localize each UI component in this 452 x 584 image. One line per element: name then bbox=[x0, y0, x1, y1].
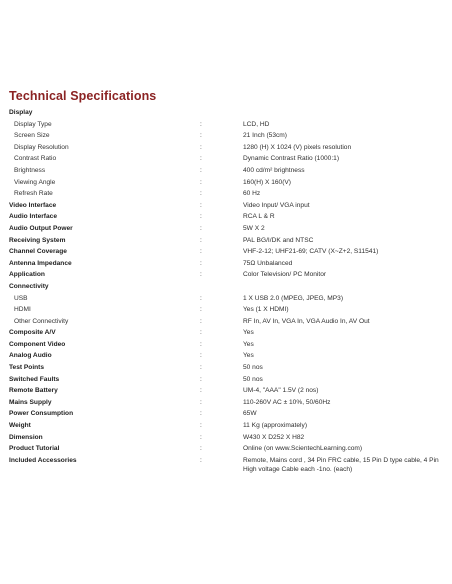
spec-row bbox=[9, 350, 449, 362]
spec-separator: : bbox=[200, 271, 202, 279]
spec-label: Display Resolution bbox=[14, 143, 69, 151]
spec-label: Receiving System bbox=[9, 236, 66, 244]
spec-value: VHF-2-12; UHF21-69; CATV (X~Z+2, S11541) bbox=[243, 248, 379, 256]
spec-value: 1280 (H) X 1024 (V) pixels resolution bbox=[243, 143, 352, 151]
spec-label: Composite A/V bbox=[9, 329, 56, 337]
spec-row bbox=[9, 177, 449, 189]
spec-label: Refresh Rate bbox=[14, 190, 53, 198]
spec-label: Connectivity bbox=[9, 282, 49, 290]
spec-label: Test Points bbox=[9, 364, 45, 372]
spec-label: Weight bbox=[9, 422, 31, 430]
spec-value: LCD, HD bbox=[243, 120, 270, 128]
spec-value: 50 nos bbox=[243, 375, 263, 383]
spec-row bbox=[9, 455, 449, 475]
spec-row bbox=[9, 397, 449, 409]
spec-row bbox=[9, 211, 449, 223]
spec-row bbox=[9, 339, 449, 351]
spec-label: Analog Audio bbox=[9, 352, 52, 360]
spec-value: Online (on www.ScientechLearning.com) bbox=[243, 445, 363, 453]
spec-label: Viewing Angle bbox=[14, 178, 56, 186]
spec-row bbox=[9, 200, 449, 212]
spec-value: 110-260V AC ± 10%, 50/60Hz bbox=[243, 398, 331, 406]
spec-value: 21 Inch (53cm) bbox=[243, 132, 287, 140]
spec-label: Application bbox=[9, 271, 45, 279]
spec-value: 5W X 2 bbox=[243, 224, 265, 232]
spec-label: Power Consumption bbox=[9, 410, 74, 418]
spec-value: 1 X USB 2.0 (MPEG, JPEG, MP3) bbox=[243, 294, 344, 302]
spec-row bbox=[9, 130, 449, 142]
spec-separator: : bbox=[200, 201, 202, 209]
spec-row bbox=[9, 165, 449, 177]
spec-row bbox=[9, 246, 449, 258]
spec-row bbox=[9, 119, 449, 131]
spec-separator: : bbox=[200, 120, 202, 128]
spec-separator: : bbox=[200, 317, 202, 325]
spec-separator: : bbox=[200, 259, 202, 267]
spec-row bbox=[9, 107, 449, 119]
spec-row bbox=[9, 258, 449, 270]
spec-value: Yes bbox=[243, 329, 254, 337]
spec-separator: : bbox=[200, 155, 202, 163]
spec-separator: : bbox=[200, 294, 202, 302]
spec-row bbox=[9, 385, 449, 397]
spec-row bbox=[9, 223, 449, 235]
spec-label: Screen Size bbox=[14, 132, 50, 140]
spec-label: HDMI bbox=[14, 306, 31, 314]
spec-value: Dynamic Contrast Ratio (1000:1) bbox=[243, 155, 340, 163]
spec-label: Mains Supply bbox=[9, 398, 52, 406]
spec-separator: : bbox=[200, 248, 202, 256]
spec-label: Remote Battery bbox=[9, 387, 58, 395]
spec-value: W430 X D252 X H82 bbox=[243, 433, 305, 441]
spec-separator: : bbox=[200, 132, 202, 140]
spec-value: Yes (1 X HDMI) bbox=[243, 306, 289, 314]
spec-separator: : bbox=[200, 364, 202, 372]
spec-separator: : bbox=[200, 329, 202, 337]
spec-label: Channel Coverage bbox=[9, 248, 67, 256]
spec-separator: : bbox=[200, 224, 202, 232]
spec-row bbox=[9, 293, 449, 305]
spec-label: Other Connectivity bbox=[14, 317, 69, 325]
spec-value: 75Ω Unbalanced bbox=[243, 259, 293, 267]
spec-value: RCA L & R bbox=[243, 213, 275, 221]
spec-row bbox=[9, 235, 449, 247]
spec-value: RF In, AV In, VGA In, VGA Audio In, AV Out bbox=[243, 317, 370, 325]
spec-label: Display bbox=[9, 109, 33, 116]
spec-separator: : bbox=[200, 190, 202, 198]
spec-label: USB bbox=[14, 294, 28, 302]
spec-separator: : bbox=[200, 213, 202, 221]
spec-row bbox=[9, 443, 449, 455]
spec-table bbox=[9, 107, 449, 475]
spec-separator: : bbox=[200, 340, 202, 348]
spec-label: Component Video bbox=[9, 340, 66, 348]
spec-separator: : bbox=[200, 166, 202, 174]
spec-value: Remote, Mains cord , 34 Pin FRC cable, 15 Pin D type cable, 4 Pin High voltage Cable each -1no. (each) bbox=[243, 456, 439, 474]
spec-value: Color Television/ PC Monitor bbox=[243, 271, 327, 279]
spec-separator: : bbox=[200, 398, 202, 406]
spec-label: Display Type bbox=[14, 120, 52, 128]
spec-value: UM-4, "AAA" 1.5V (2 nos) bbox=[243, 387, 319, 395]
spec-value: 60 Hz bbox=[243, 190, 261, 198]
spec-row bbox=[9, 142, 449, 154]
spec-row bbox=[9, 420, 449, 432]
spec-separator: : bbox=[200, 375, 202, 383]
spec-row bbox=[9, 269, 449, 281]
spec-separator: : bbox=[200, 456, 202, 464]
spec-separator: : bbox=[200, 445, 202, 453]
spec-separator: : bbox=[200, 433, 202, 441]
spec-row bbox=[9, 153, 449, 165]
spec-label: Product Tutorial bbox=[9, 445, 60, 453]
spec-separator: : bbox=[200, 422, 202, 430]
spec-value: 65W bbox=[243, 410, 257, 418]
spec-value: 50 nos bbox=[243, 364, 263, 372]
spec-value: Yes bbox=[243, 340, 254, 348]
spec-separator: : bbox=[200, 143, 202, 151]
spec-value: Yes bbox=[243, 352, 254, 360]
spec-separator: : bbox=[200, 410, 202, 418]
spec-value: Video Input/ VGA input bbox=[243, 201, 310, 209]
spec-row bbox=[9, 408, 449, 420]
spec-label: Switched Faults bbox=[9, 375, 60, 383]
spec-value: 11 Kg (approximately) bbox=[243, 422, 308, 430]
spec-separator: : bbox=[200, 387, 202, 395]
spec-separator: : bbox=[200, 352, 202, 360]
spec-separator: : bbox=[200, 306, 202, 314]
spec-row bbox=[9, 304, 449, 316]
spec-label: Antenna Impedance bbox=[9, 259, 72, 267]
spec-row bbox=[9, 362, 449, 374]
spec-row bbox=[9, 327, 449, 339]
spec-value: PAL BG/I/DK and NTSC bbox=[243, 236, 314, 244]
spec-row bbox=[9, 188, 449, 200]
spec-label: Video Interface bbox=[9, 201, 57, 209]
spec-value: 400 cd/m² brightness bbox=[243, 166, 305, 174]
spec-label: Contrast Ratio bbox=[14, 155, 57, 163]
spec-label: Audio Output Power bbox=[9, 224, 73, 232]
spec-row bbox=[9, 432, 449, 444]
spec-separator: : bbox=[200, 178, 202, 186]
spec-row bbox=[9, 374, 449, 386]
spec-label: Audio Interface bbox=[9, 213, 57, 221]
spec-label: Brightness bbox=[14, 166, 46, 174]
spec-label: Dimension bbox=[9, 433, 43, 441]
spec-separator: : bbox=[200, 236, 202, 244]
spec-value: 160(H) X 160(V) bbox=[243, 178, 292, 186]
spec-row bbox=[9, 281, 449, 293]
spec-label: Included Accessories bbox=[9, 456, 77, 464]
page-title: Technical Specifications bbox=[9, 89, 157, 103]
spec-row bbox=[9, 316, 449, 328]
